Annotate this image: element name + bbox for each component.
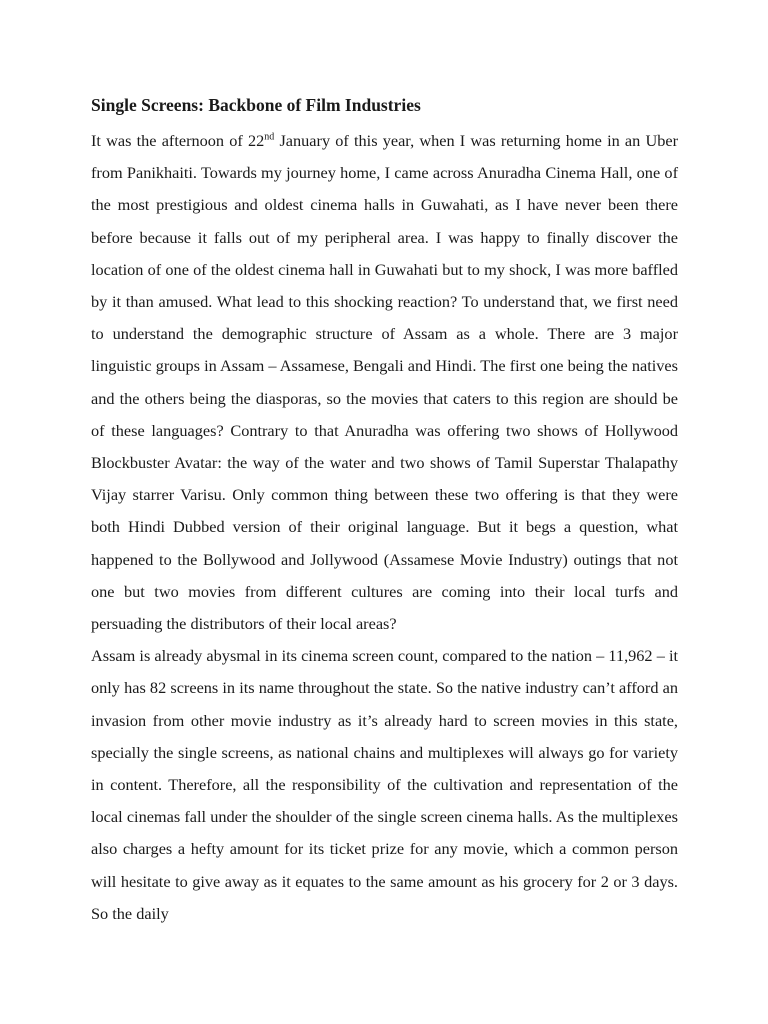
document-title: Single Screens: Backbone of Film Industries: [91, 95, 421, 115]
paragraph-1: [91, 125, 678, 640]
paragraph-1-rest: January of this year, when I was returning home in an Uber from Panikhaiti. Towards my journey home, I came across Anuradha Cinema Hall, one of the most prestigious and oldest cinema halls in Guwahati, as I have never been there before because it falls out of my peripheral area. I was happy to finally discover the location of one of the oldest cinema hall in Guwahati but to my shock, I was more baffled by it than amused. What lead to this shocking reaction? To understand that, we first need to understand the demographic structure of Assam as a whole. There are 3 major linguistic groups in Assam – Assamese, Bengali and Hindi. The first one being the natives and the others being the diasporas, so the movies that caters to this region are should be of these languages? Contrary to that Anuradha was offering two shows of Hollywood Blockbuster Avatar: the way of the water and two shows of Tamil Superstar Thalapathy Vijay starrer Varisu. Only common thing between these two offering is that they were both Hindi Dubbed version of their original language. But it begs a question, what happened to the Bollywood and Jollywood (Assamese Movie Industry) outings that not one but two movies from different cultures are coming into their local turfs and persuading the distributors of their local areas?: [91, 131, 679, 634]
document-page: [91, 94, 678, 930]
ordinal-suffix: nd: [264, 131, 275, 143]
paragraph-2: Assam is already abysmal in its cinema screen count, compared to the nation – 11,962 – it only has 82 screens in its name throughout the state. So the native industry can’t afford an invasion from other movie industry as it’s already hard to screen movies in this state, specially the single screens, as national chains and multiplexes will always go for variety in content. Therefore, all the responsibility of the cultivation and representation of the local cinemas fall under the shoulder of the single screen cinema halls. As the multiplexes also charges a hefty amount for its ticket prize for any movie, which a common person will hesitate to give away as it equates to the same amount as his grocery for 2 or 3 days. So the daily: [91, 646, 678, 923]
paragraph-1-start: It was the afternoon of 22: [91, 131, 265, 150]
